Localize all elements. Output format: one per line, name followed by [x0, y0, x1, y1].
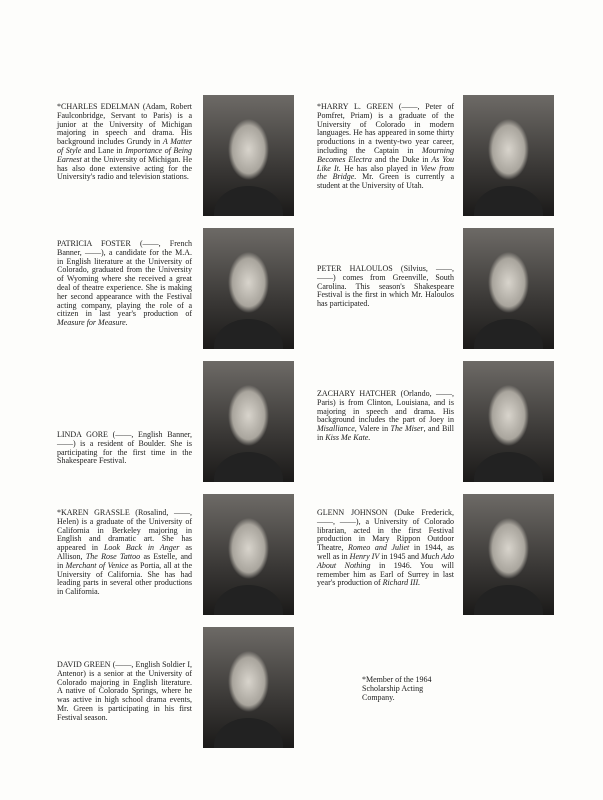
bio-title-italic: A Matter of Style [57, 137, 193, 155]
bio-text: DAVID GREEN (——, English Soldier I, Antenor) is a senior at the University of Colorado majoring in English literature. A native of Colorado Springs, where he was active in high school drama events, Mr. Green is participating in his first Festival season. [57, 660, 192, 722]
bio-text: LINDA GORE (——, English Banner, ——) is a resident of Boulder. She is participating for the first time in the Shakespeare Festival. [57, 430, 192, 466]
bio-text: , Valere in [354, 424, 391, 434]
bio-patricia-foster [57, 240, 192, 328]
portrait-photo [463, 494, 554, 615]
bio-text: PETER HALOULOS (Silvius, ——, ——) comes from Greenville, South Carolina. This season's Shakespeare Festival is the first in which Mr. Haloulos has participated. [317, 264, 454, 309]
bio-glenn-johnson [317, 509, 454, 588]
portrait-photo [463, 361, 554, 482]
bio-text: GLENN JOHNSON (Duke Frederick, ——, ——), a University of Colorado librarian, acted in the first Festival production in Mary Rippon Outdoor Theatre, [317, 508, 454, 553]
bio-text: as Estelle, and in [57, 551, 193, 570]
portrait-photo [203, 95, 294, 216]
bio-text: ZACHARY HATCHER (Orlando, ——, Paris) is from Clinton, Louisiana, and is majoring in speech and drama. His background includes the part of Joey in [317, 389, 454, 425]
bio-charles-edelman [57, 103, 192, 182]
bio-title-italic: Look Back in Anger [103, 543, 180, 553]
bio-title-italic: Romeo and Juliet [348, 543, 410, 553]
bio-text: and Lane in [81, 145, 126, 155]
bio-title-italic: Kiss Me Kate. [325, 432, 371, 442]
bio-text: as Portia, all at the University of California. She has had leading parts in several other productions in California. [57, 560, 192, 597]
bio-title-italic: Much Ado About Nothing [317, 551, 454, 570]
bio-harry-green [317, 103, 454, 191]
bio-text: and the Duke in [371, 154, 432, 164]
bio-text: *KAREN GRASSLE (Rosalind, ——, Helen) is a graduate of the University of California in Berkeley majoring in English and dramatic art. She has appeared in [57, 508, 192, 553]
bio-title-italic: Richard III. [382, 578, 421, 588]
bio-linda-gore [57, 431, 192, 466]
portrait-photo [203, 494, 294, 615]
bio-text: in 1946. You will remember him as Earl of Surrey in last year's production of [317, 560, 455, 588]
bio-text: as Allison, [57, 543, 192, 561]
bio-title-italic: As You Like It. [317, 154, 455, 173]
bio-title-italic: Importance of Being Earnest [57, 145, 192, 164]
bio-title-italic: Mourning Becomes Electra [317, 145, 454, 164]
bio-text: at the University of Michigan. He has also done extensive acting for the University's radio and television stations. [57, 154, 192, 182]
bio-title-italic: Henry IV [349, 551, 380, 561]
bio-title-italic: Merchant of Venice [65, 560, 129, 570]
bio-text: *HARRY L. GREEN (——, Peter of Pomfret, Priam) is a graduate of the University of Colorado in modern languages. He has appeared in some thirty productions in a twenty-two year career, including the Captain in [317, 102, 454, 155]
bio-zachary-hatcher [317, 390, 454, 443]
portrait-photo [463, 228, 554, 349]
footnote: *Member of the 1964 Scholarship Acting Company. [362, 675, 432, 702]
bio-text: *CHARLES EDELMAN (Adam, Robert Faulconbridge, Servant to Paris) is a junior at the University of Michigan majoring in speech and drama. His background includes Grundy in [57, 102, 192, 147]
bio-text: PATRICIA FOSTER (——, French Banner, ——), a candidate for the M.A. in English literature at the University of Colorado, graduated from the University of Wyoming where she received a great deal of theatre experience. She is making her second appearance with the Festival acting company, playing the role of a citizen in last year's production of [57, 239, 192, 319]
portrait-photo [463, 95, 554, 216]
bio-text: in 1944, as well as in [317, 543, 454, 561]
bio-title-italic: Measure for Measure. [57, 318, 128, 328]
bio-text: , and Bill in [317, 424, 454, 442]
portrait-photo [203, 627, 294, 748]
portrait-photo [203, 361, 294, 482]
bio-text: in 1945 and [379, 551, 422, 561]
bio-title-italic: The Rose Tattoo [85, 551, 141, 561]
bio-title-italic: The Miser [390, 424, 424, 434]
bio-text: Mr. Green is currently a student at the University of Utah. [317, 172, 455, 191]
bio-title-italic: View from the Bridge. [317, 163, 454, 182]
portrait-photo [203, 228, 294, 349]
bio-text: He has also played in [340, 163, 421, 173]
bio-title-italic: Misalliance [317, 424, 355, 434]
bio-peter-haloulos [317, 265, 454, 309]
bio-david-green [57, 661, 192, 723]
bio-karen-grassle [57, 509, 192, 597]
